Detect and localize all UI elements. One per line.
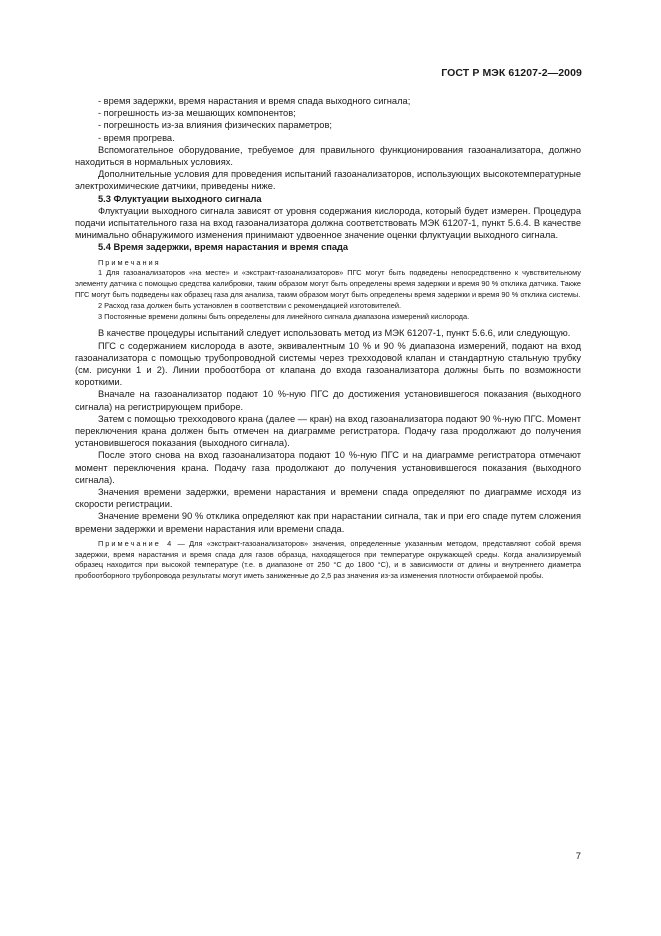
- paragraph-additional-conditions: Дополнительные условия для проведения испытаний газоанализаторов, использующих высокотемпературные электрохимические датчики, приведены ниже.: [75, 169, 581, 192]
- paragraph-switch: Затем с помощью трехходового крана (далее — кран) на вход газоанализатора подают 90 %-ную ПГС. Момент переключения крана должен быть отмечен на диаграмме регистратора. Подачу газа продолжают до получения установившегося показания (выходного сигнала).: [75, 413, 581, 449]
- list-item: - время прогрева.: [98, 132, 175, 143]
- document-body: [75, 95, 581, 582]
- notes-label: Примечания: [98, 257, 161, 267]
- paragraph-aux-equipment: Вспомогательное оборудование, требуемое для правильного функционирования газоанализатора, должно находиться в нормальных условиях.: [75, 144, 581, 168]
- notes-block: [75, 258, 581, 323]
- list-item: - погрешность из-за влияния физических параметров;: [98, 120, 332, 131]
- page-number: 7: [575, 851, 581, 862]
- document-header: ГОСТ Р МЭК 61207-2—2009: [441, 67, 582, 79]
- note-4: [75, 539, 581, 582]
- paragraph-procedure: В качестве процедуры испытаний следует использовать метод из МЭК 61207-1, пункт 5.6.6, или следующую.: [98, 328, 571, 339]
- section-5-4-title: 5.4 Время задержки, время нарастания и время спада: [98, 242, 349, 253]
- note-2: 2 Расход газа должен быть установлен в соответствии с рекомендацией изготовителей.: [98, 300, 402, 310]
- section-5-3-title: 5.3 Флуктуации выходного сигнала: [98, 193, 262, 204]
- note-4-text: — Для «экстракт-газоанализаторов» значения, определенные указанным методом, представляют собой время задержки, время нарастания и время спада для газов образца, находящегося при температуре окружающей среды. Когда анализируемый образец находится при высокой температуре (т.е. в диапазоне от 250 °C до 1800 °C), и в зависимости от длины и внутреннего диаметра пробоотборного трубопровода результаты могут иметь заниженные до 2,5 раз значения из-за изменения плотности отбираемой пробы.: [75, 538, 581, 581]
- requirements-list: [75, 95, 581, 144]
- list-item: - погрешность из-за мешающих компонентов;: [98, 108, 296, 119]
- paragraph-values: Значения времени задержки, времени нарастания и времени спада определяют по диаграмме исходя из скорости регистрации.: [75, 487, 581, 510]
- note-4-label: Примечание 4: [98, 538, 174, 548]
- paragraph-second-supply: После этого снова на вход газоанализатора подают 10 %-ную ПГС и на диаграмме регистратора отмечают момент переключения крана. Подачу газа продолжают до получения установившегося показания (выходного сигнала).: [75, 450, 581, 485]
- list-item: - время задержки, время нарастания и время спада выходного сигнала;: [98, 96, 411, 106]
- paragraph-response-time: Значение времени 90 % отклика определяют как при нарастании сигнала, так и при его спаде путем сложения времени задержки и времени нарастания или времени спада.: [75, 511, 581, 534]
- section-5-3-text: Флуктуации выходного сигнала зависят от уровня содержания кислорода, который будет измерен. Процедура подачи испытательного газа на вход газоанализатора должна соответствовать МЭК 61207-1, пункт 5.6.4. В качестве минимально обнаружимого изменения принимают удвоенное значение оценки флуктуации выходного сигнала.: [75, 205, 581, 241]
- paragraph-gas-mixture: ПГС с содержанием кислорода в азоте, эквивалентным 10 % и 90 % диапазона измерений, подают на вход газоанализатора с помощью трубопроводной системы через трехходовой клапан и стандартную стальную трубку (см. рисунки 1 и 2). Линии пробоотбора от клапана до входа газоанализатора должны быть по возможности короткими.: [75, 340, 581, 388]
- note-1: 1 Для газоанализаторов «на месте» и «экстракт-газоанализаторов» ПГС могут быть подведены непосредственно к чувствительному элементу датчика с помощью средства калибровки, таким образом могут быть определены время задержки и время 90 % отклика датчика. Также ПГС могут быть подведены как образец газа для анализа, таким образом могут быть определены время задержки и время 90 % отклика системы.: [75, 268, 581, 300]
- note-4-block: [75, 539, 581, 582]
- note-3: 3 Постоянные времени должны быть определены для линейного сигнала диапазона измерений кислорода.: [98, 311, 470, 321]
- paragraph-first-supply: Вначале на газоанализатор подают 10 %-ную ПГС до достижения установившегося показания (выходного сигнала) на регистрирующем приборе.: [75, 389, 581, 412]
